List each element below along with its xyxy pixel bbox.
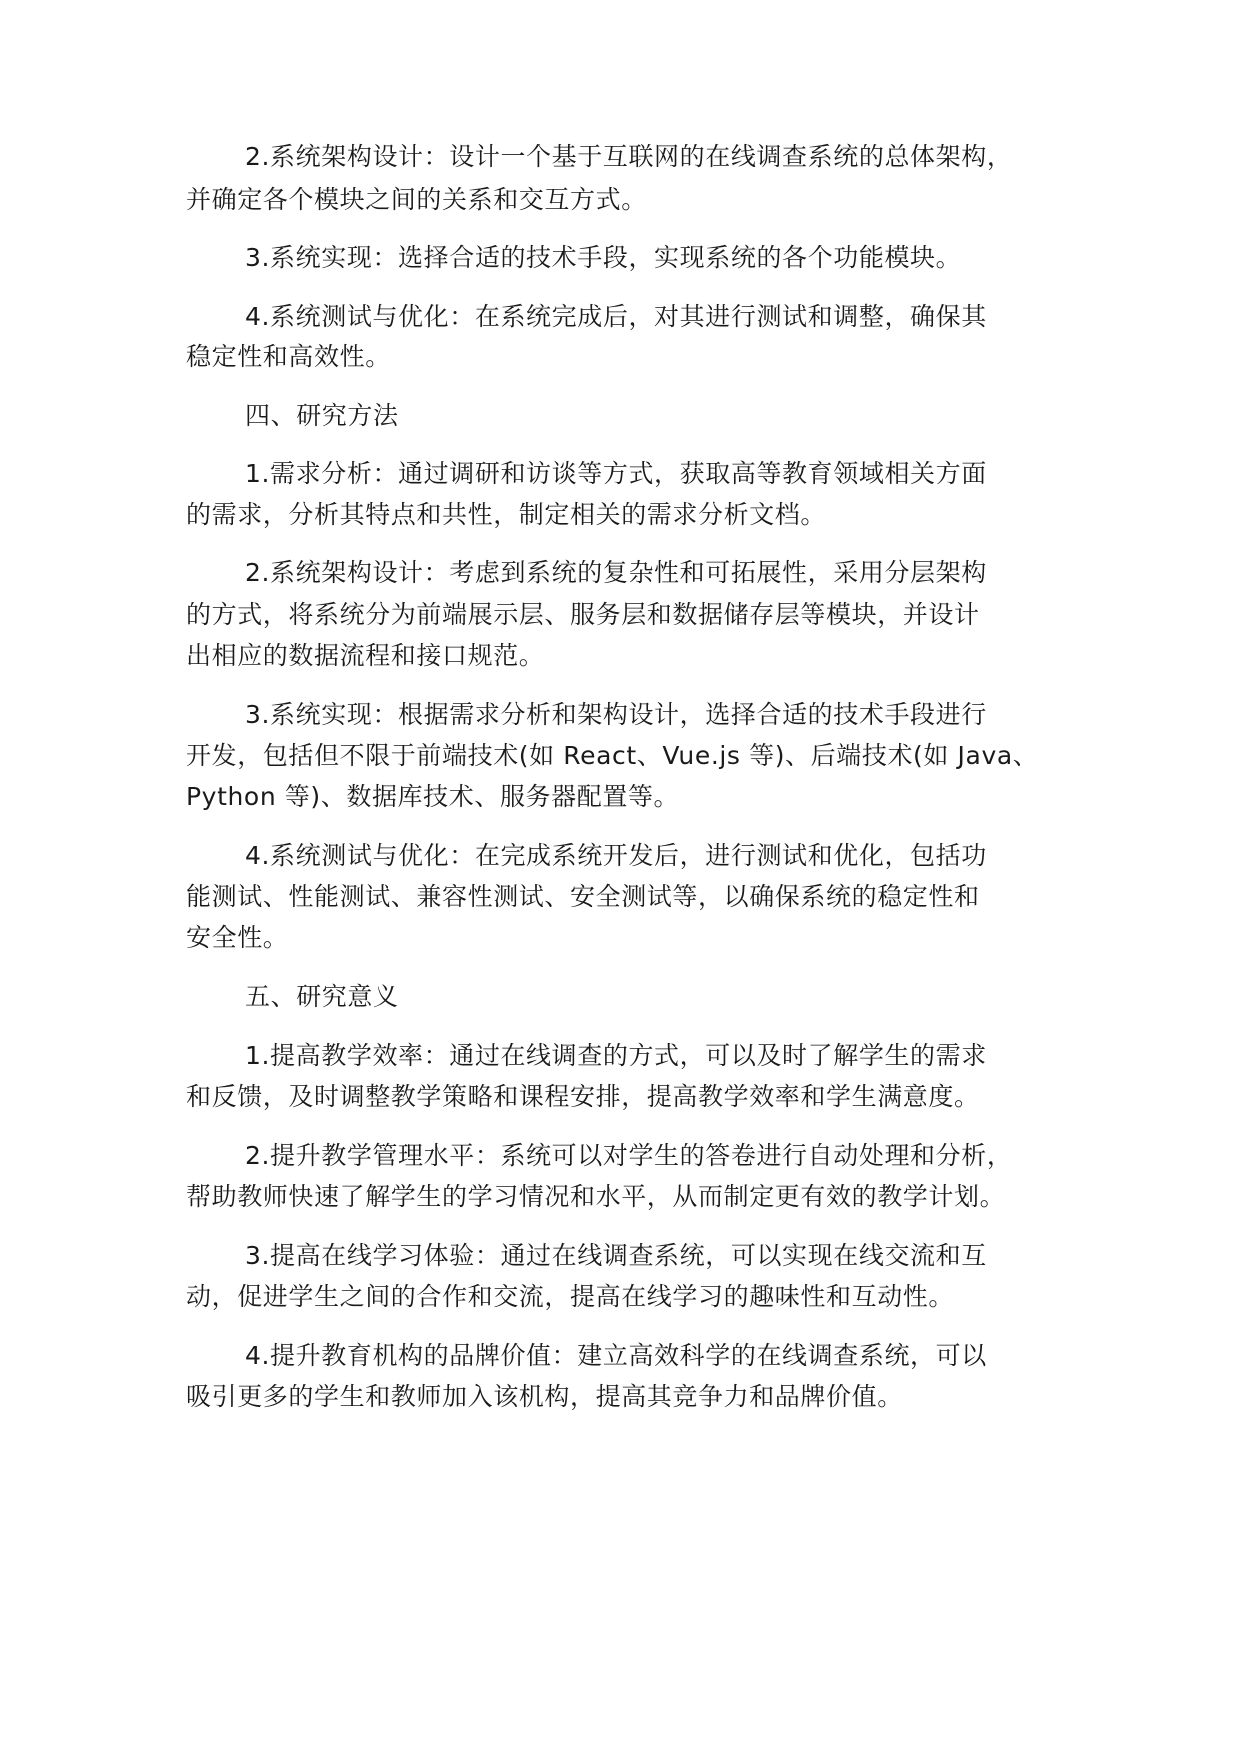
text-line: 和反馈，及时调整教学策略和课程安排，提高教学效率和学生满意度。 <box>186 1082 980 1111</box>
text-line: 出相应的数据流程和接口规范。 <box>186 641 545 670</box>
text-line: 4.提升教育机构的品牌价值：建立高效科学的在线调查系统，可以 <box>245 1341 987 1370</box>
text-line: 动，促进学生之间的合作和交流，提高在线学习的趣味性和互动性。 <box>186 1282 955 1311</box>
text-line: 4.系统测试与优化：在完成系统开发后，进行测试和优化，包括功 <box>245 841 987 870</box>
text-line: 并确定各个模块之间的关系和交互方式。 <box>186 185 647 214</box>
text-line: 4.系统测试与优化：在系统完成后，对其进行测试和调整，确保其 <box>245 302 987 331</box>
text-line: 能测试、性能测试、兼容性测试、安全测试等，以确保系统的稳定性和 <box>186 882 980 911</box>
text-line: 帮助教师快速了解学生的学习情况和水平，从而制定更有效的教学计划。 <box>186 1182 1006 1211</box>
text-line: 吸引更多的学生和教师加入该机构，提高其竞争力和品牌价值。 <box>186 1382 903 1411</box>
text-line: 2.提升教学管理水平：系统可以对学生的答卷进行自动处理和分析， <box>245 1141 1013 1170</box>
text-line: 的需求，分析其特点和共性，制定相关的需求分析文档。 <box>186 500 827 529</box>
text-line: 3.提高在线学习体验：通过在线调查系统，可以实现在线交流和互 <box>245 1241 987 1270</box>
text-line: 安全性。 <box>186 923 289 952</box>
text-line: 的方式，将系统分为前端展示层、服务层和数据储存层等模块，并设计 <box>186 600 980 629</box>
text-line: 稳定性和高效性。 <box>186 342 391 371</box>
text-line: Python 等)、数据库技术、服务器配置等。 <box>186 782 680 811</box>
text-line: 开发，包括但不限于前端技术(如 React、Vue.js 等)、后端技术(如 Java、 <box>186 741 1039 770</box>
text-line: 2.系统架构设计：考虑到系统的复杂性和可拓展性，采用分层架构 <box>245 558 987 587</box>
heading-text: 四、研究方法 <box>245 401 399 430</box>
heading-text: 五、研究意义 <box>245 982 399 1011</box>
text-line: 3.系统实现：选择合适的技术手段，实现系统的各个功能模块。 <box>245 243 962 272</box>
text-line: 2.系统架构设计：设计一个基于互联网的在线调查系统的总体架构， <box>245 142 1013 171</box>
text-line: 3.系统实现：根据需求分析和架构设计，选择合适的技术手段进行 <box>245 700 987 729</box>
text-line: 1.提高教学效率：通过在线调查的方式，可以及时了解学生的需求 <box>245 1041 987 1070</box>
text-line: 1.需求分析：通过调研和访谈等方式，获取高等教育领域相关方面 <box>245 459 987 488</box>
